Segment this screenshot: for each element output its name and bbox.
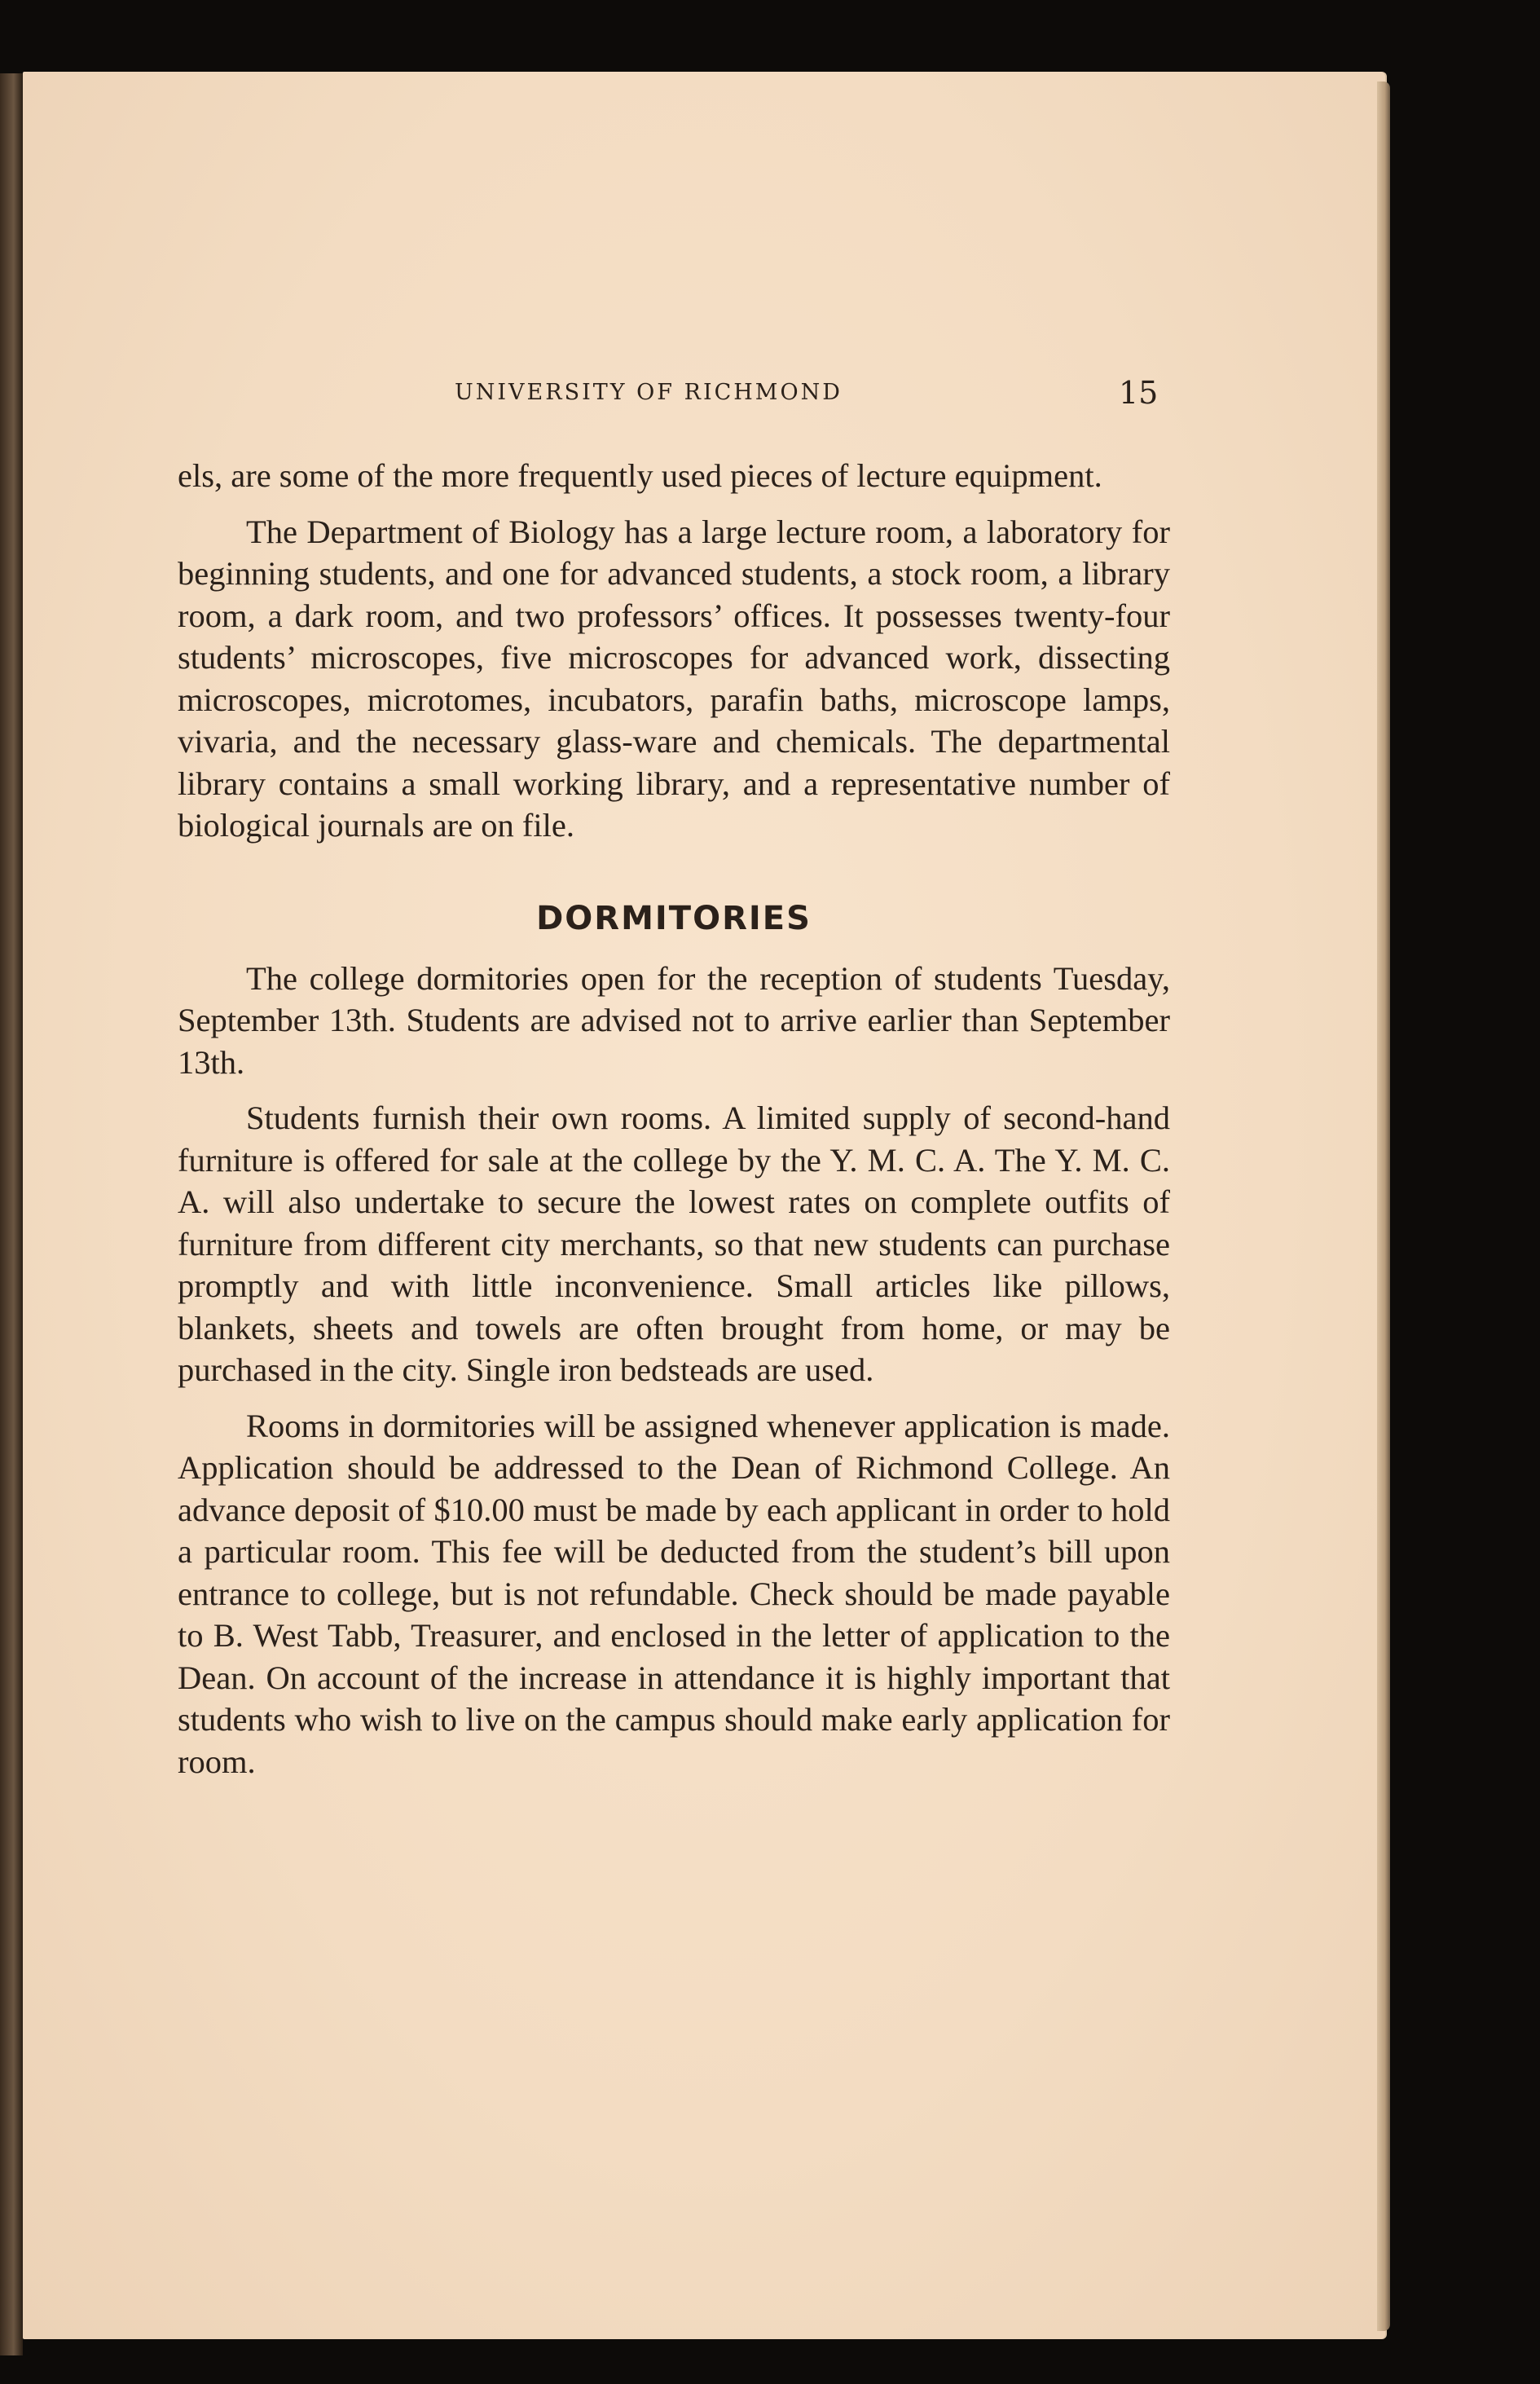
paragraph-furnishing-rooms: Students furnish their own rooms. A limited supply of second-hand furniture is offered for sale at the college by the Y. M. C. A. The Y. M. C. A. will also undertake to secure the lowest rates on complete outfits of furniture from different city merchants, so that new students can purchase promptly and with little inconvenience. Small articles like pillows, blankets, sheets and towels are often brought from home, or may be purchased in the city. Single iron bedsteads are used. (178, 1099, 1170, 1388)
book-spine-edge (0, 73, 23, 2355)
paragraph-room-assignment: Rooms in dormitories will be assigned whenever application is made. Application should be addressed to the Dean of Richmond College. An advance deposit of $10.00 must be made by each applicant in order to hold a particular room. This fee will be deducted from the student’s bill upon entrance to college, but is not refundable. Check should be made payable to B. West Tabb, Treasurer, and enclosed in the letter of application to the Dean. On account of the increase in attendance it is highly important that students who wish to live on the campus should make early application for room. (178, 1407, 1170, 1780)
paragraph-continuation: els, are some of the more frequently used pieces of lecture equipment. (178, 457, 1102, 494)
book-page (23, 72, 1385, 2339)
paragraph-dormitories-opening: The college dormitories open for the reception of students Tuesday, September 13th. Students are advised not to arrive earlier than September 13th. (178, 959, 1170, 1081)
page-number: 15 (1119, 375, 1159, 411)
page-text (178, 455, 1170, 1782)
paragraph-biology-department: The Department of Biology has a large lecture room, a laboratory for beginning students, and one for advanced students, a stock room, a library room, a dark room, and two professors’ offices. It possesses twenty-four students’ microscopes, five microscopes for advanced work, dissecting microscopes, microtomes, incubators, parafin baths, microscope lamps, vivaria, and the necessary glass-ware and chemicals. The departmental library contains a small working library, and a representative number of biological journals are on file. (178, 513, 1170, 844)
running-head: UNIVERSITY OF RICHMOND (455, 380, 843, 405)
section-heading-dormitories: DORMITORIES (536, 899, 812, 937)
page-fore-edge (1377, 82, 1390, 2331)
